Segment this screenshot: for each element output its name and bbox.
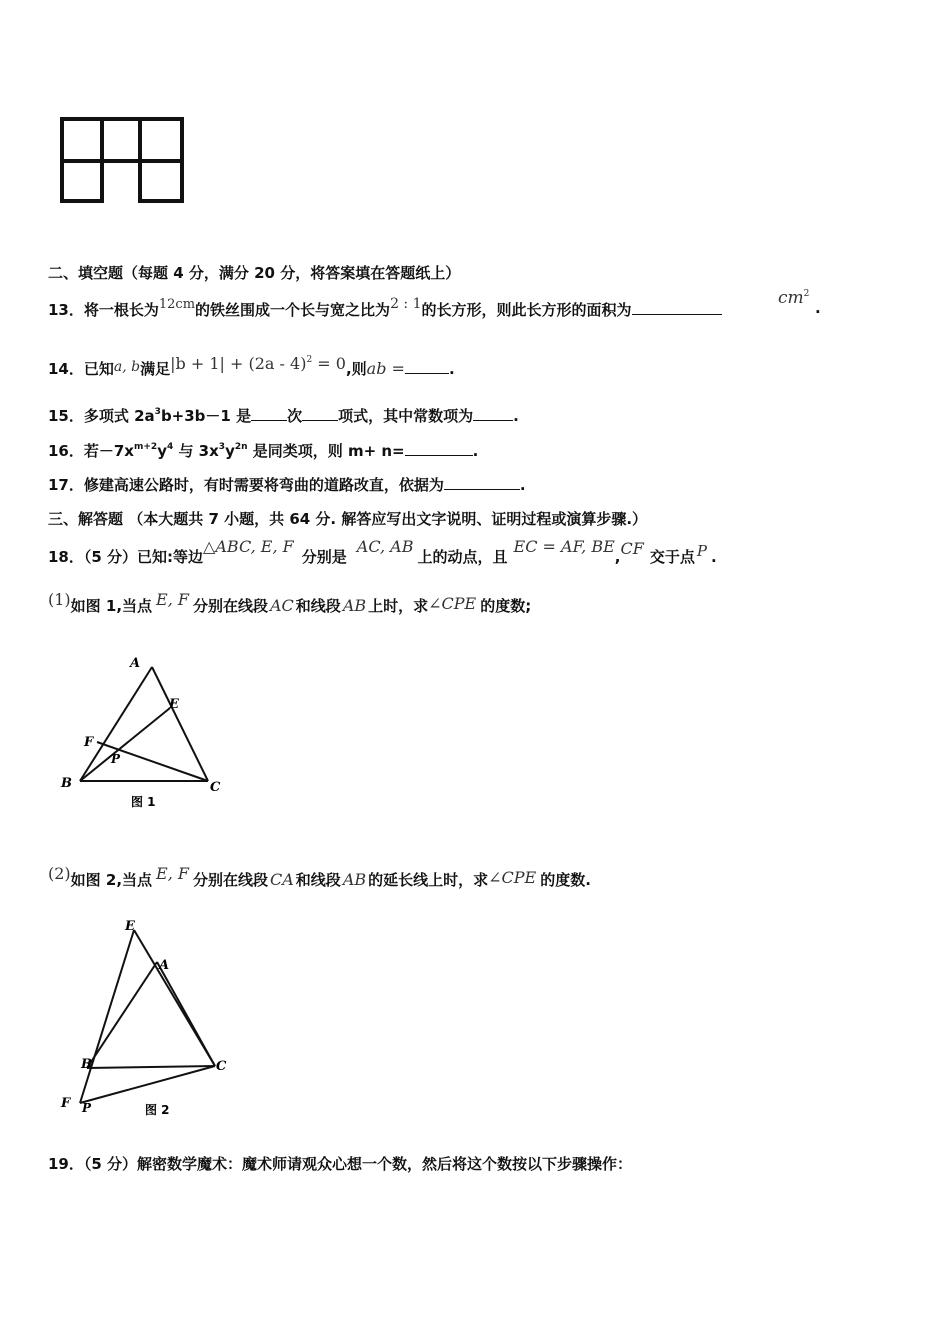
fig2-label-p: P — [82, 1101, 92, 1115]
section-2-title: 二、填空题（每题 4 分，满分 20 分，将答案填在答题纸上） — [48, 264, 461, 282]
fig1-label-p: P — [111, 752, 121, 766]
fig2-label-a: A — [159, 958, 170, 973]
answer-blank-15b[interactable] — [302, 406, 338, 421]
answer-blank-14[interactable] — [405, 359, 449, 374]
fig2-line-ec — [134, 930, 215, 1066]
fig2-label-b: B — [81, 1057, 92, 1072]
fig2-side-bc — [87, 1066, 215, 1068]
question-18-part-2: (2)如图 2,当点 E, F 分别在线段 CA 和线段 AB 的延长线上时，求∠CPE 的度数. — [48, 864, 591, 889]
figure-1 — [55, 648, 235, 813]
answer-blank-16[interactable] — [405, 441, 473, 456]
fig2-label-f: F — [61, 1096, 71, 1111]
fig1-label-f: F — [84, 735, 94, 750]
fig1-caption: 图 1 — [131, 795, 156, 809]
answer-blank-13[interactable] — [632, 300, 722, 315]
question-18-part-1: (1)如图 1,当点 E, F 分别在线段 AC 和线段 AB 上时，求∠CPE 的度数; — [48, 590, 532, 615]
question-15: 15．多项式 $2a^3b+3b-1$ 是 次 项式，其中常数项为 . — [48, 407, 519, 425]
answer-blank-15a[interactable] — [251, 406, 287, 421]
question-17: 17．修建高速公路时，有时需要将弯曲的道路改直，依据为 . — [48, 476, 526, 494]
question-18: 18．（5 分）已知:等边△ABC, E, F分别是AC, AB上的动点，且EC = AF, BE,CF 交于点 P . — [48, 537, 717, 566]
figure-2 — [55, 915, 240, 1125]
q13-unit: $cm^2$ — [778, 288, 810, 308]
fig1-label-b: B — [61, 776, 72, 791]
fig2-caption: 图 2 — [145, 1103, 170, 1117]
fig2-side-ab — [87, 962, 157, 1068]
answer-blank-15c[interactable] — [473, 406, 513, 421]
question-14: 14．已知a, b满足|b + 1| + (2a - 4)$^2$ = 0,则ab = . — [48, 354, 455, 378]
grid-figure — [58, 115, 190, 207]
fig2-line-ef — [80, 930, 134, 1103]
fig1-segment-be — [80, 708, 170, 781]
fig2-label-c: C — [216, 1059, 227, 1074]
section-3-title: 三、解答题 （本大题共 7 小题，共 64 分. 解答应写出文字说明、证明过程或演算步骤.） — [48, 510, 648, 528]
fig1-label-a: A — [130, 656, 141, 671]
fig1-label-e: E — [169, 697, 179, 712]
question-19: 19．（5 分）解密数学魔术：魔术师请观众心想一个数，然后将这个数按以下步骤操作： — [48, 1155, 633, 1173]
answer-blank-17[interactable] — [444, 475, 520, 490]
fig2-line-pc — [80, 1066, 215, 1103]
fig1-label-c: C — [210, 780, 221, 795]
fig2-label-e: E — [125, 919, 135, 934]
question-16: 16．若$-7x^{m+2}y^4$ 与 $3x^3y^{2n}$ 是同类项，则 m+ n= . — [48, 442, 479, 460]
question-13: 13．将一根长为12cm的铁丝围成一个长与宽之比为2 : 1的长方形，则此长方形的面积为 — [48, 299, 722, 320]
